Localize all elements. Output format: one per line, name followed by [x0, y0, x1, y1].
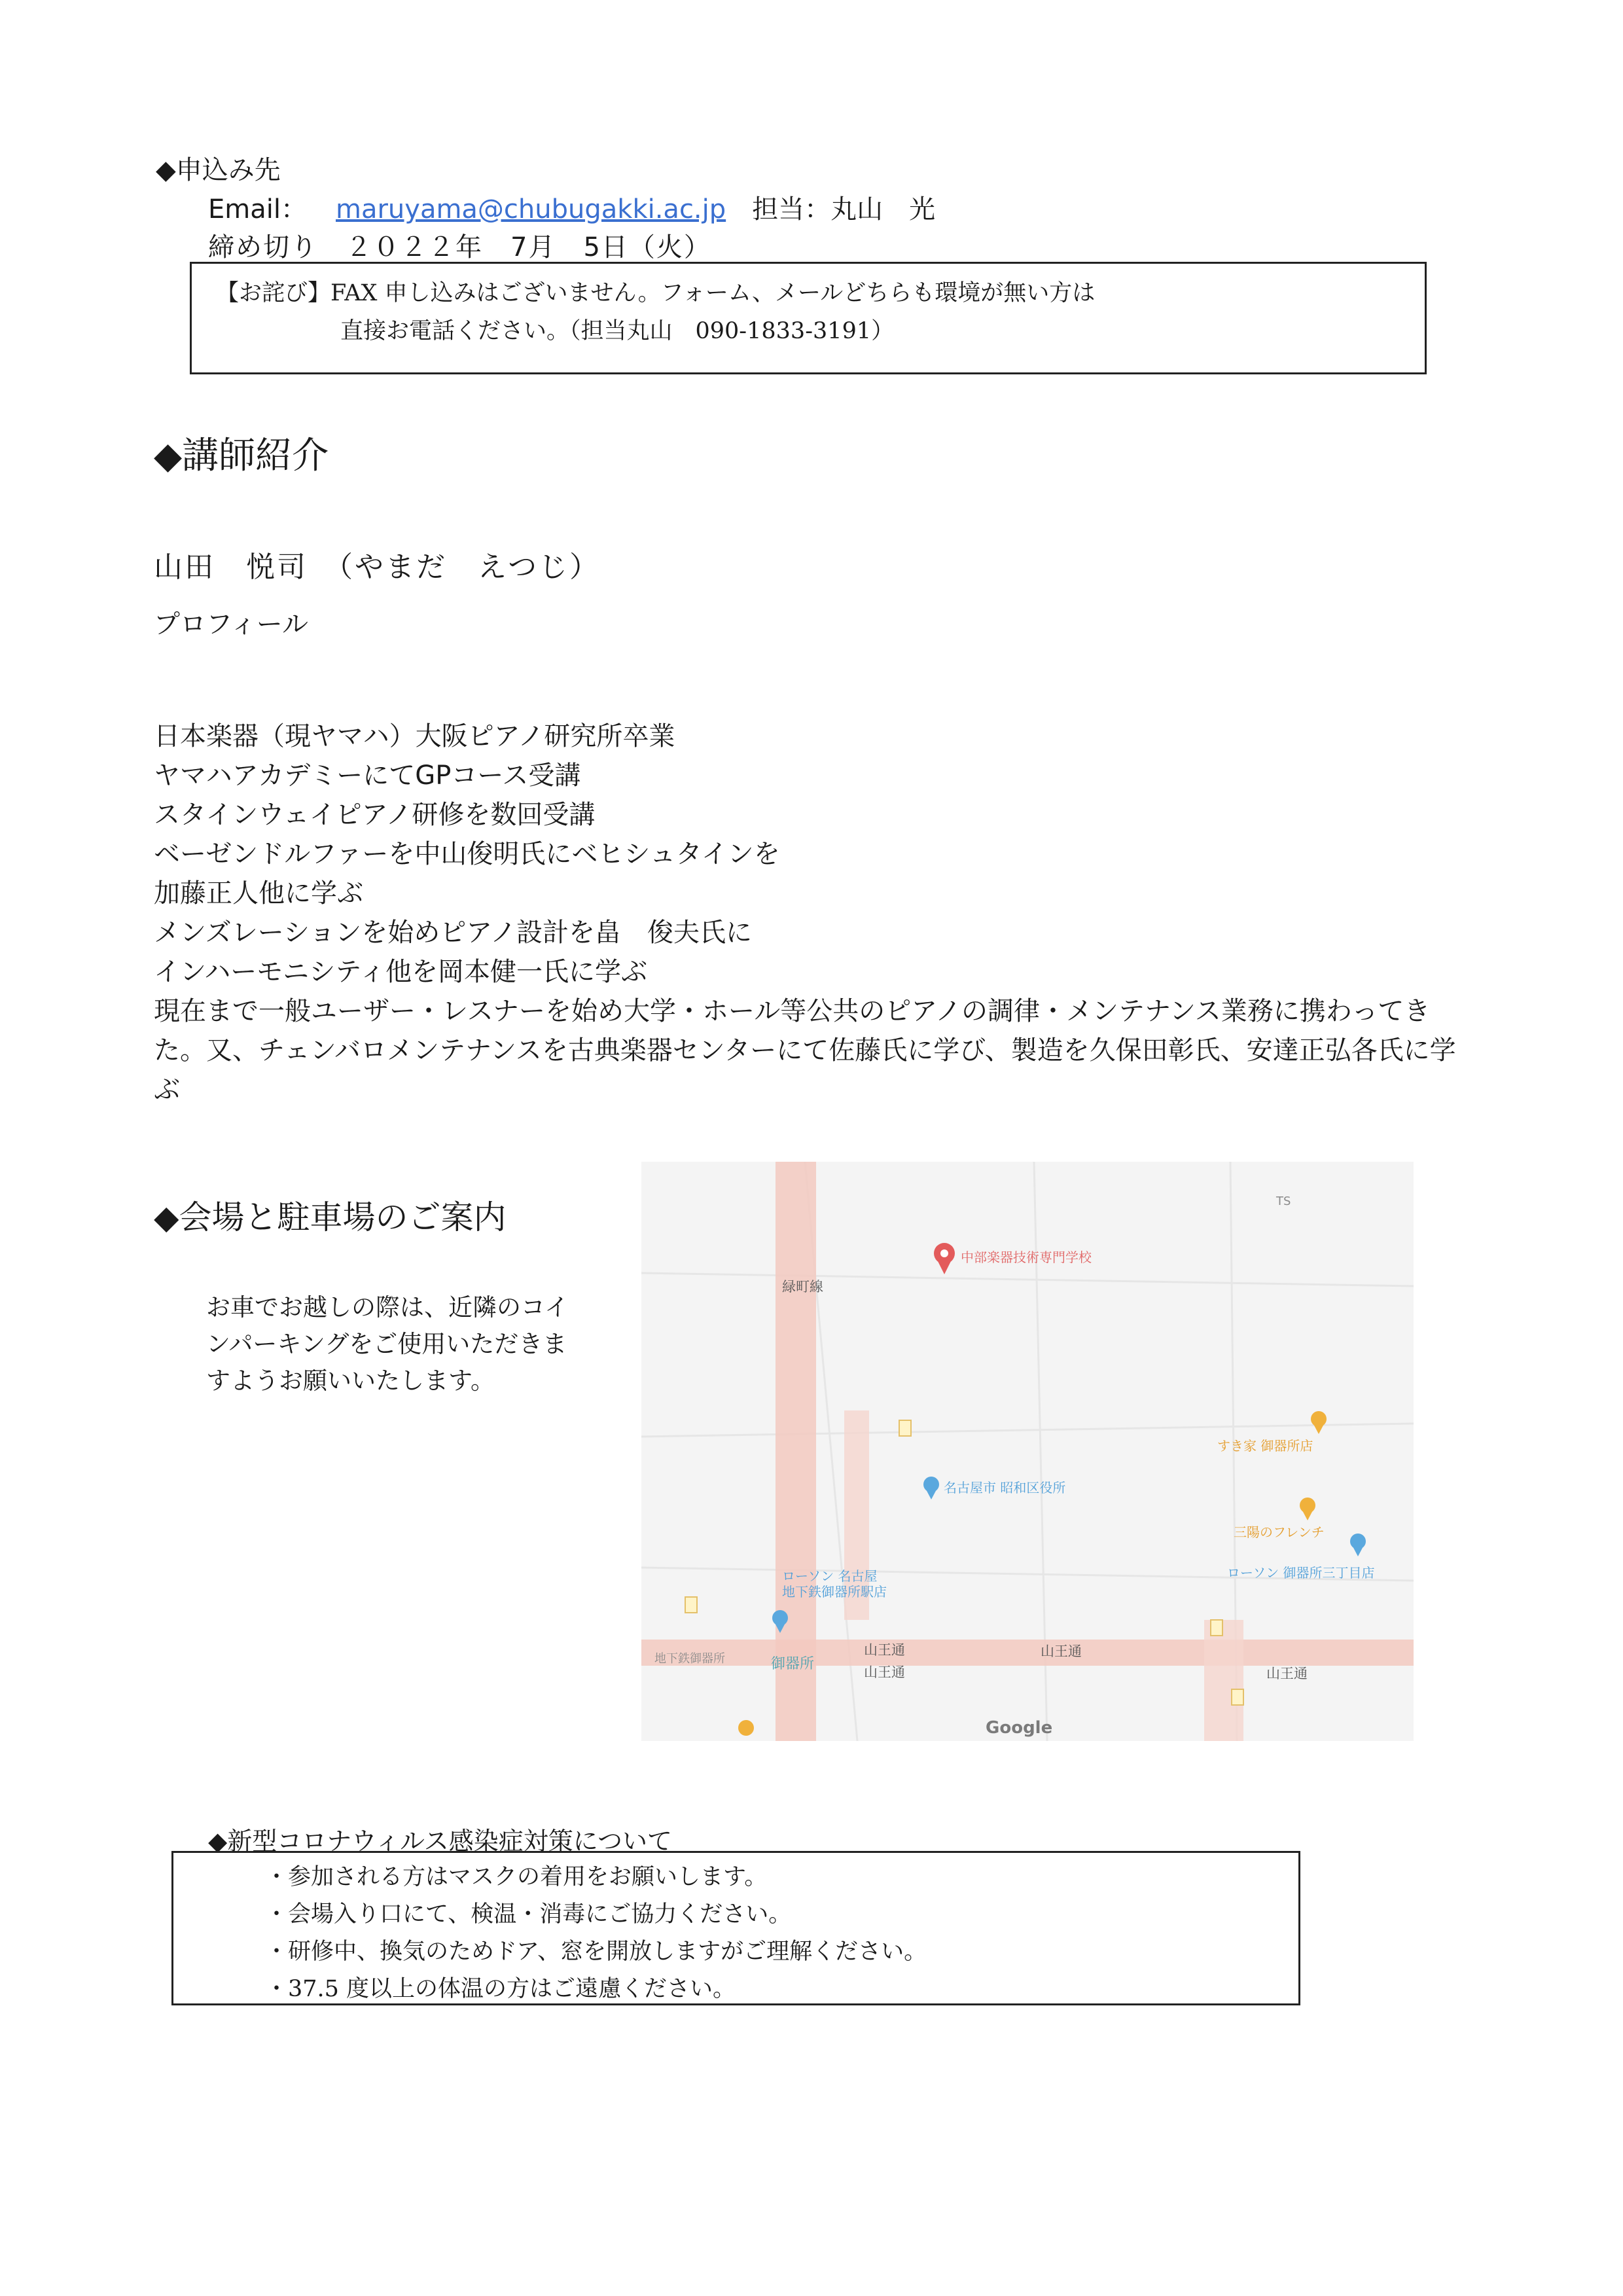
map-road-sanno — [641, 1640, 1414, 1666]
lecturer-name: 山田 悦司 （やまだ えつじ） — [154, 550, 601, 584]
map-label-sanno-4: 山王通 — [1266, 1666, 1308, 1681]
map-label-sanyo: 三陽のフレンチ — [1234, 1524, 1325, 1540]
map-label-sanno-2: 山王通 — [864, 1664, 905, 1680]
map-road-east — [1204, 1620, 1243, 1741]
map-pin-school — [934, 1243, 955, 1274]
map-label-school: 中部楽器技術専門学校 — [961, 1249, 1092, 1265]
contact-person: 担当：丸山 光 — [752, 194, 936, 224]
map-label-office: 名古屋市 昭和区役所 — [944, 1480, 1066, 1496]
profile-line: 現在まで一般ユーザー・レスナーを始め大学・ホール等公共のピアノの調律・メンテナンス業務に携わってきた。又、チェンバロメンテナンスを古典楽器センターにて佐藤氏に学び、製造を久保田彰氏、安達正弘各氏に学ぶ — [154, 996, 1456, 1105]
email-label: Email： — [208, 194, 307, 224]
map-label-sanno-1: 山王通 — [864, 1642, 905, 1658]
deadline: 締め切り ２０２２年 7月 5日（火） — [208, 232, 711, 262]
profile-line: 日本楽器（現ヤマハ）大阪ピアノ研究所卒業 — [154, 721, 675, 751]
map-google-logo: Google — [986, 1718, 1053, 1738]
covid-item: ・研修中、換気のためドア、窓を開放しますがご理解ください。 — [265, 1939, 927, 1965]
profile-line: スタインウェイピアノ研修を数回受講 — [154, 800, 596, 830]
map-pin-lawson-b — [1350, 1534, 1366, 1556]
venue-map[interactable] — [641, 1162, 1414, 1741]
map-label-ts: TS — [1276, 1194, 1291, 1208]
profile-line: インハーモニシティ他を岡本健一氏に学ぶ — [154, 957, 647, 987]
apology-line-2: 直接お電話ください。（担当丸山 090-1833-3191） — [340, 318, 895, 344]
map-pin-sukiya — [1311, 1411, 1327, 1434]
profile-line: 加藤正人他に学ぶ — [154, 878, 363, 908]
map-label-sukiya: すき家 御器所店 — [1217, 1438, 1313, 1454]
profile-list — [154, 717, 1469, 1109]
application-heading: ◆申込み先 — [156, 155, 281, 185]
covid-item: ・参加される方はマスクの着用をお願いします。 — [265, 1864, 768, 1890]
covid-item: ・会場入り口にて、検温・消毒にご協力ください。 — [265, 1901, 792, 1928]
map-label-station: 地下鉄御器所 — [654, 1652, 725, 1666]
email-row — [208, 188, 935, 226]
map-pin-office — [923, 1477, 939, 1499]
email-link[interactable]: maruyama@chubugakki.ac.jp — [336, 194, 726, 224]
venue-heading: ◆会場と駐車場のご案内 — [154, 1198, 507, 1236]
covid-list — [265, 1859, 927, 2008]
map-label-lawson-a: ローソン 名古屋 — [782, 1568, 878, 1584]
map-label-sanno-3: 山王通 — [1041, 1643, 1082, 1659]
map-pin-bottom — [738, 1720, 754, 1736]
covid-heading: ◆新型コロナウィルス感染症対策について — [208, 1827, 673, 1856]
profile-line: ベーゼンドルファーを中山俊明氏にベヒシュタインを — [154, 839, 780, 869]
covid-item: ・37.5 度以上の体温の方はご遠慮ください。 — [265, 1976, 736, 2002]
profile-label: プロフィール — [154, 609, 308, 639]
profile-line: メンズレーションを始めピアノ設計を畠 俊夫氏に — [154, 918, 752, 948]
map-label-ryokucho: 緑町線 — [782, 1279, 823, 1295]
lecturer-heading: ◆講師紹介 — [154, 435, 329, 477]
map-label-gokiso: 御器所 — [771, 1656, 815, 1672]
map-pin-sanyo — [1300, 1498, 1315, 1520]
map-label-lawson-b: ローソン 御器所三丁目店 — [1227, 1565, 1375, 1581]
venue-text: お車でお越しの際は、近隣のコインパーキングをご使用いただきますようお願いいたします。 — [206, 1293, 569, 1395]
apology-line-1: 【お詫び】FAX 申し込みはございません。フォーム、メールどちらも環境が無い方は — [216, 280, 1096, 306]
map-label-lawson-a2: 地下鉄御器所駅店 — [782, 1584, 887, 1600]
profile-line: ヤマハアカデミーにてGPコース受講 — [154, 761, 581, 791]
